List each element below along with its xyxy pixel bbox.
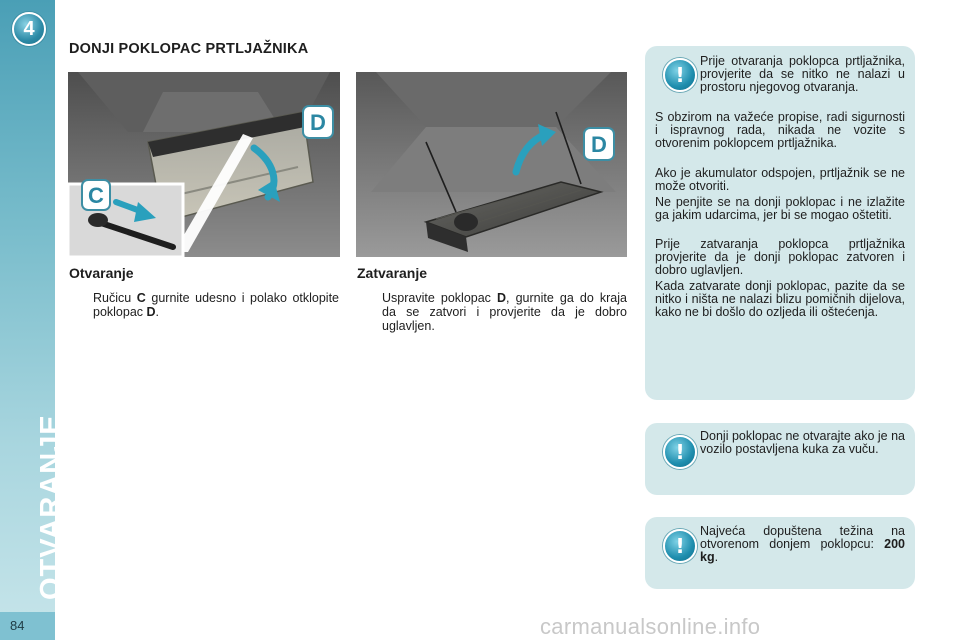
warning-paragraph-1: S obzirom na važeće propise, radi sigurnosti i ispravnog rada, nikada ne vozite s otvorenim poklopcem prtljažnika. [655,110,905,150]
opening-text-1: Ručicu [93,291,137,305]
label-d-badge [584,128,614,160]
exclamation-icon: ! [663,529,697,563]
opening-heading: Otvaranje [69,265,134,281]
warning-paragraph-4: Prije zatvaranja poklopca prtljažnika provjerite da je donji poklopac zatvoren i dobro uglavljen. [655,237,905,277]
exclamation-icon: ! [663,58,697,92]
page-number: 84 [10,618,25,633]
warning-box-towbar [645,423,915,495]
opening-instruction [93,291,339,319]
opening-photo [68,72,340,257]
closing-text-1: Uspravite poklopac [382,291,498,305]
closing-instruction [382,291,627,333]
warning-towbar-text: Donji poklopac ne otvarajte ako je na vozilo postavljena kuka za vuču. [700,429,905,456]
closing-bold-d: D [497,291,507,305]
opening-bold-d: D [146,305,156,319]
opening-text-2: gurnite udesno i polako otklopite poklopac [93,291,340,319]
warning-paragraph-5: Kada zatvarate donji poklopac, pazite da se nitko i ništa ne nalazi blizu pomičnih dijelova, kako ne bi došlo do ozljeda ili oštećenja. [655,279,905,319]
opening-illustration [68,72,340,257]
closing-heading: Zatvaranje [357,265,428,281]
label-d: D [591,132,607,157]
warning-lead-text: Prije otvaranja poklopca prtljažnika, provjerite da se nitko ne nalazi u prostoru njegovog otvaranja. [700,54,905,94]
label-c: C [88,183,104,208]
closing-photo [356,72,627,257]
handle-knob [88,213,108,227]
hinge-left [454,213,478,231]
opening-text-3: . [155,305,160,319]
section-title: DONJI POKLOPAC PRTLJAŽNIKA [69,41,309,57]
closing-text-2: , gurnite ga do kraja da se zatvori i provjerite da je dobro uglavljen. [382,291,627,333]
exclamation-icon: ! [663,435,697,469]
page-number-box [0,612,55,640]
chapter-number-badge [12,12,46,46]
chapter-number: 4 [23,17,35,40]
load-text-2: . [714,550,719,564]
chapter-title: OTVARANJE [35,414,67,600]
warning-paragraph-2: Ako je akumulator odspojen, prtljažnik se ne može otvoriti. [655,166,905,193]
warning-load-text [700,525,905,564]
warning-box-safety [645,46,915,400]
label-c-badge [82,180,110,210]
watermark: carmanualsonline.info [540,614,761,639]
label-d: D [310,110,326,135]
warning-box-max-load [645,517,915,589]
load-text-1: Najveća dopuštena težina na otvorenom donjem poklopcu: [700,524,905,551]
load-value: 200 kg [700,537,905,564]
opening-bold-c: C [136,291,146,305]
label-d-badge [303,106,333,138]
closing-illustration [356,72,627,257]
warning-paragraph-3: Ne penjite se na donji poklopac i ne izlažite ga jakim udarcima, jer bi se mogao oštetiti. [655,195,905,222]
